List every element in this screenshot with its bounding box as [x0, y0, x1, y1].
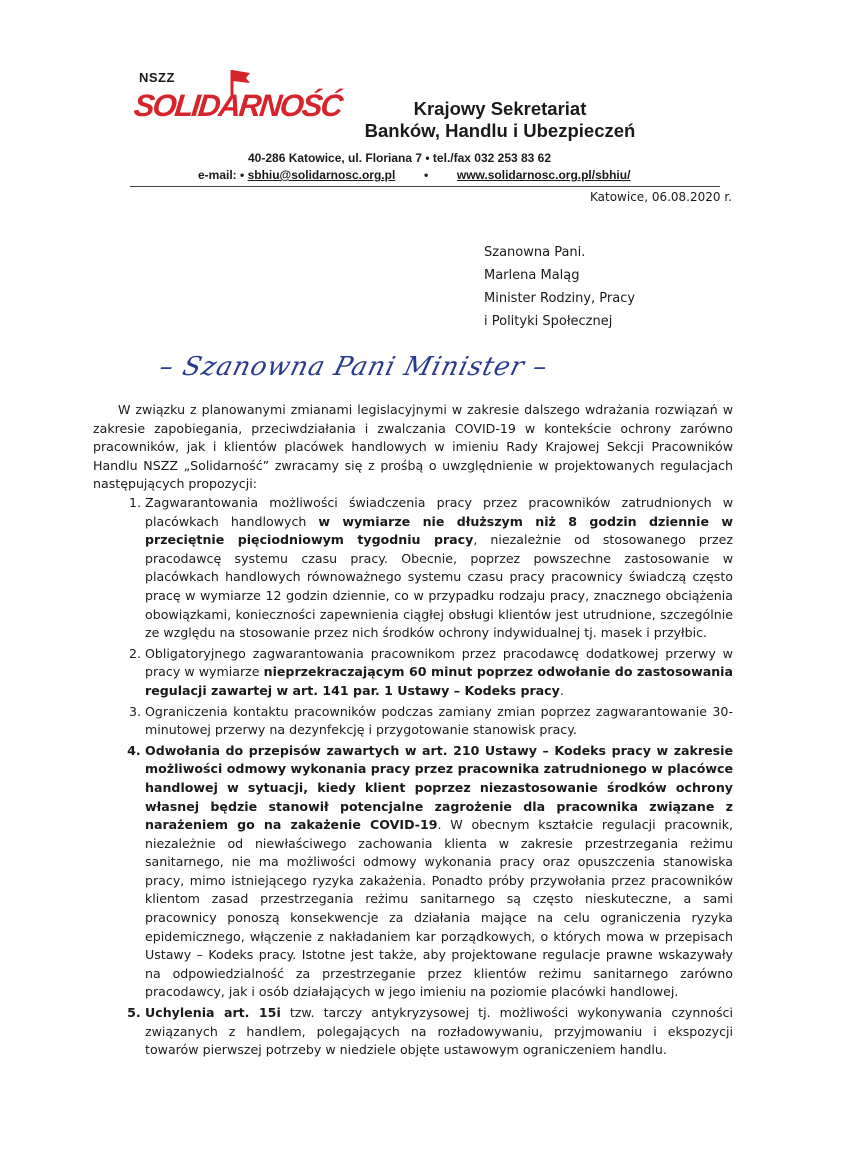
list-item: 4. Odwołania do przepisów zawartych w art. 210 Ustawy – Kodeks pracy w zakresie możliwości odmowy wykonania pracy przez pracownika zatrudnionego w placówce handlowej w sytuacji, kiedy klient poprzez niezastosowanie środków ochrony własnej będzie stanowił potencjalne zagrożenie dla pracownika związane z narażeniem go na zakażenie COVID-19. W obecnym kształcie regulacji pracownik, niezależnie od niewłaściwego zachowania klienta w zakresie przestrzegania reżimu sanitarnego, nie ma możliwości odmowy wykonania pracy oraz opuszczenia stanowiska pracy, mimo istniejącego ryzyka zakażenia. Ponadto próby przywołania przez pracowników klientom zasad przestrzegania reżimu sanitarnego są często nieskuteczne, a sami pracownicy ponoszą konsekwencje za działania mające na celu ograniczenia ryzyka epidemicznego, włączenie z nakładaniem kar porządkowych, o których mowa w przepisach Ustawy – Kodeks pracy. Istotne jest także, aby projektowane regulacje prawne wskazywały na odpowiedzialność za przestrzeganie przez klientów reżimu sanitarnego zarówno pracodawcy, jak i osób działających w jego imieniu na poziomie placówki handlowej.: [145, 742, 733, 1002]
logo-nszz: NSZZ: [139, 70, 175, 85]
addressee-name: Marlena Maląg: [484, 268, 580, 283]
website-link[interactable]: www.solidarnosc.org.pl/sbhiu/: [456, 168, 631, 182]
header-divider: [130, 186, 720, 187]
separator-bullet: •: [423, 168, 429, 182]
list-item: 5. Uchylenia art. 15i tzw. tarczy antykryzysowej tj. możliwości wykonywania czynności związanych z handlem, polegających na rozładowywaniu, przyjmowaniu i ekspozycji towarów pierwszej potrzeby w niedziele objęte ustawowym ograniczeniem handlu.: [145, 1004, 733, 1060]
org-title-line2: Banków, Handlu i Ubezpieczeń: [364, 120, 636, 141]
logo-solidarnosc: SOLIDARNOŚĆ: [132, 88, 343, 123]
addressee-line: i Polityki Społecznej: [484, 314, 613, 329]
addressee-line: Szanowna Pani.: [484, 245, 586, 260]
document-date: Katowice, 06.08.2020 r.: [590, 190, 732, 204]
proposals-list: [93, 494, 733, 1062]
email-label: e-mail: •: [198, 168, 245, 182]
org-title-line1: Krajowy Sekretariat: [413, 98, 587, 119]
handwritten-salutation: – Szanowna Pani Minister –: [156, 352, 552, 382]
addressee-line: Minister Rodziny, Pracy: [484, 291, 636, 306]
list-item: 1. Zagwarantowania możliwości świadczenia pracy przez pracowników zatrudnionych w placówkach handlowych w wymiarze nie dłuższym niż 8 godzin dziennie w przeciętnie pięciodniowym tygodniu pracy, niezależnie od stosowanego przez pracodawcę systemu czasu pracy. Obecnie, poprzez powszechne zastosowanie w placówkach handlowych równoważnego systemu czasu pracy pracownicy świadczą często pracę w wymiarze 12 godzin dziennie, co w przypadku rodzaju pracy, znacznego obciążenia obowiązkami, konieczności zapewnienia ciągłej obsługi klientów jest utrudnione, szczególnie ze względu na stosowanie przez nich środków ochrony indywidualnej tj. masek i przyłbic.: [145, 494, 733, 643]
addressee-block: [484, 241, 635, 333]
postal-address: 40-286 Katowice, ul. Floriana 7 • tel./fax 032 253 83 62: [248, 151, 552, 165]
list-item: 2. Obligatoryjnego zagwarantowania pracownikom przez pracodawcę dodatkowej przerwy w pracy w wymiarze nieprzekraczającym 60 minut poprzez odwołanie do zastosowania regulacji zawartej w art. 141 par. 1 Ustawy – Kodeks pracy.: [145, 645, 733, 701]
list-item: 3. Ograniczenia kontaktu pracowników podczas zamiany zmian poprzez zagwarantowanie 30-minutowej przerwy na dezynfekcję i przygotowanie stanowisk pracy.: [145, 703, 733, 740]
contact-row: [198, 168, 630, 182]
intro-paragraph: W związku z planowanymi zmianami legislacyjnymi w zakresie dalszego wdrażania rozwiązań w zakresie zapobiegania, przeciwdziałania i zwalczania COVID-19 w kontekście ochrony zarówno pracowników, jak i klientów placówek handlowych w imieniu Rady Krajowej Sekcji Pracowników Handlu NSZZ „Solidarność” zwracamy się z prośbą o uwzględnienie w projektowanych regulacjach następujących propozycji:: [93, 402, 733, 492]
email-link[interactable]: sbhiu@solidarnosc.org.pl: [247, 168, 396, 182]
